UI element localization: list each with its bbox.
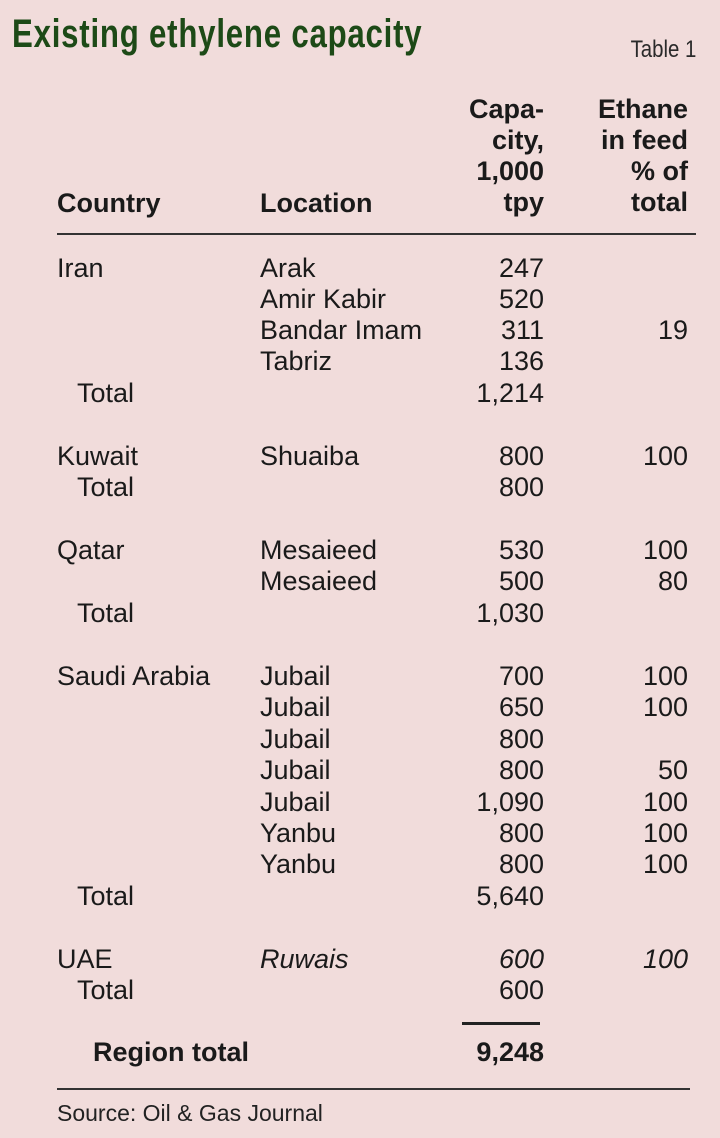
cell-location: Arak bbox=[260, 253, 316, 283]
table-row bbox=[0, 252, 720, 284]
cell-location: Jubail bbox=[260, 661, 331, 691]
cell-country: Total bbox=[77, 472, 135, 502]
header-ethane-line: total bbox=[631, 187, 688, 217]
cell-ethane: 19 bbox=[657, 315, 688, 345]
cell-ethane: 50 bbox=[657, 755, 688, 785]
cell-ethane: 100 bbox=[642, 849, 688, 879]
cell-capacity: 800 bbox=[498, 818, 544, 848]
cell-capacity: 530 bbox=[498, 535, 544, 565]
header-ethane-line: % of bbox=[631, 156, 688, 186]
cell-country: Saudi Arabia bbox=[57, 661, 211, 691]
table-row bbox=[0, 534, 720, 566]
table-row bbox=[0, 754, 720, 786]
region-total-label: Region total bbox=[93, 1037, 249, 1067]
cell-location: Jubail bbox=[260, 692, 331, 722]
cell-location: Amir Kabir bbox=[260, 284, 387, 314]
cell-ethane: 100 bbox=[642, 818, 688, 848]
cell-ethane: 100 bbox=[642, 535, 688, 565]
cell-capacity: 520 bbox=[498, 284, 544, 314]
cell-capacity: 800 bbox=[498, 849, 544, 879]
cell-location: Yanbu bbox=[260, 818, 337, 848]
cell-country: Qatar bbox=[57, 535, 125, 565]
table-label: Table 1 bbox=[630, 36, 696, 63]
cell-capacity: 700 bbox=[498, 661, 544, 691]
cell-capacity: 1,214 bbox=[476, 378, 544, 408]
table-row bbox=[0, 660, 720, 692]
cell-location: Tabriz bbox=[260, 346, 333, 376]
cell-ethane: 100 bbox=[642, 692, 688, 722]
region-total-capacity: 9,248 bbox=[476, 1037, 544, 1067]
cell-capacity: 1,090 bbox=[476, 787, 544, 817]
table-row bbox=[0, 848, 720, 880]
cell-location: Yanbu bbox=[260, 849, 337, 879]
cell-country: Iran bbox=[57, 253, 104, 283]
header-capacity-line: tpy bbox=[503, 187, 544, 217]
sum-rule bbox=[462, 1022, 540, 1025]
cell-country: UAE bbox=[57, 944, 113, 974]
header-capacity-line: 1,000 bbox=[476, 156, 544, 186]
cell-capacity: 600 bbox=[498, 944, 544, 974]
cell-capacity: 5,640 bbox=[476, 881, 544, 911]
cell-capacity: 247 bbox=[498, 253, 544, 283]
cell-ethane: 100 bbox=[642, 661, 688, 691]
table-row bbox=[0, 691, 720, 723]
table-row bbox=[0, 283, 720, 315]
cell-country: Total bbox=[77, 881, 135, 911]
cell-location: Jubail bbox=[260, 755, 331, 785]
table-row bbox=[0, 345, 720, 377]
cell-location: Shuaiba bbox=[260, 441, 360, 471]
footer-rule bbox=[57, 1088, 690, 1090]
cell-capacity: 311 bbox=[500, 315, 544, 345]
cell-country: Kuwait bbox=[57, 441, 139, 471]
cell-country: Total bbox=[77, 975, 135, 1005]
header-ethane-line: Ethane bbox=[597, 94, 688, 124]
cell-location: Jubail bbox=[260, 724, 331, 754]
table-row-total bbox=[0, 974, 720, 1006]
cell-location: Bandar Imam bbox=[260, 315, 423, 345]
header-ethane-line: in feed bbox=[600, 125, 688, 155]
cell-ethane: 100 bbox=[642, 441, 688, 471]
header-capacity-line: city, bbox=[491, 125, 544, 155]
cell-capacity: 500 bbox=[498, 566, 544, 596]
header-capacity-line: Capa- bbox=[468, 94, 544, 124]
table-row-total bbox=[0, 377, 720, 409]
table-row bbox=[0, 440, 720, 472]
header-ethane bbox=[538, 94, 688, 218]
cell-country: Total bbox=[77, 378, 135, 408]
page-title: Existing ethylene capacity bbox=[12, 12, 423, 56]
cell-country: Total bbox=[77, 598, 135, 628]
cell-capacity: 800 bbox=[498, 724, 544, 754]
table-row bbox=[0, 943, 720, 975]
source-note: Source: Oil & Gas Journal bbox=[57, 1100, 323, 1126]
table-row bbox=[0, 565, 720, 597]
table-row-total bbox=[0, 471, 720, 503]
cell-capacity: 136 bbox=[498, 346, 544, 376]
cell-capacity: 800 bbox=[498, 472, 544, 502]
cell-ethane: 80 bbox=[657, 566, 688, 596]
cell-location: Ruwais bbox=[260, 944, 349, 974]
cell-location: Mesaieed bbox=[260, 535, 378, 565]
cell-capacity: 800 bbox=[498, 441, 544, 471]
header-rule bbox=[57, 233, 696, 235]
cell-capacity: 650 bbox=[498, 692, 544, 722]
cell-capacity: 800 bbox=[498, 755, 544, 785]
table-row bbox=[0, 817, 720, 849]
header-capacity bbox=[404, 94, 544, 218]
cell-capacity: 1,030 bbox=[476, 598, 544, 628]
cell-location: Jubail bbox=[260, 787, 331, 817]
cell-capacity: 600 bbox=[498, 975, 544, 1005]
region-total-row bbox=[0, 1036, 720, 1068]
header-country: Country bbox=[57, 188, 161, 218]
cell-location: Mesaieed bbox=[260, 566, 378, 596]
table-row bbox=[0, 314, 720, 346]
table-row bbox=[0, 723, 720, 755]
table-row-total bbox=[0, 880, 720, 912]
cell-ethane: 100 bbox=[642, 944, 688, 974]
header-location: Location bbox=[260, 188, 373, 218]
table-row bbox=[0, 786, 720, 818]
table-row-total bbox=[0, 597, 720, 629]
cell-ethane: 100 bbox=[642, 787, 688, 817]
